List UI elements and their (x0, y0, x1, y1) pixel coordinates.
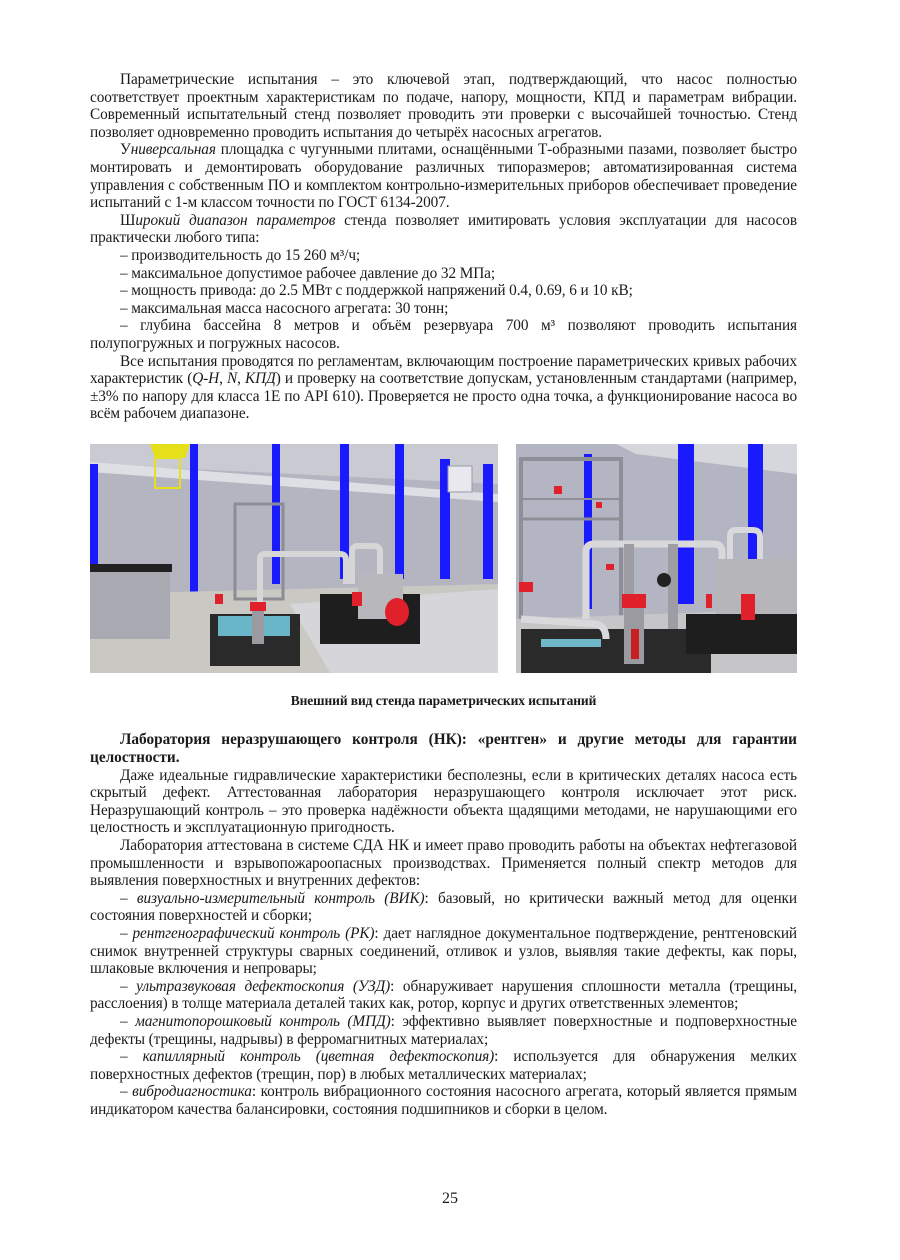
method-description: : используется для обнаружения мелких поверхностных дефектов (трещин, пор) в любых металлических материалах; (90, 1048, 797, 1083)
method-name: – ультразвуковая дефектоскопия (УЗД) (120, 977, 391, 995)
method-item (90, 890, 797, 925)
figure-caption: Внешний вид стенда параметрических испытаний (290, 692, 597, 708)
italic-term: Q-H (192, 370, 220, 388)
paragraph-intro: Параметрические испытания – это ключевой этап, подтверждающий, что насос полностью соответствует проектным характеристикам по подаче, напору, мощности, КПД и параметрам вибрации. Современный испытательный стенд позволяет проводить эти проверки с высочайшей точностью. Стенд позволяет одновременно проводить испытания до четырёх насосных агрегатов. (90, 71, 797, 141)
paragraph-text: стенда позволяет имитировать условия эксплуатации для насосов практически любого типа: (90, 211, 797, 247)
section-heading-ndt-lab: Лаборатория неразрушающего контроля (НК): «рентген» и другие методы для гарантии целостности. (90, 731, 797, 767)
photo-test-stand-wide (90, 444, 498, 673)
paragraph-text: площадка с чугунными плитами, оснащёнными Т-образными пазами, позволяет быстро монтировать и демонтировать оборудование различных типоразмеров; автоматизированная система управления с собственным ПО и комплектом контрольно-измерительных приборов обеспечивает проведение испытаний с 1-м классом точности по ГОСТ 6134-2007. (90, 141, 797, 212)
italic-term: КПД (245, 370, 276, 388)
paragraph-universal-platform (90, 141, 797, 211)
paragraph-parameter-range (90, 212, 797, 247)
method-description: : контроль вибрационного состояния насосного агрегата, который является прямым индикатором качества балансировки, состояния подшипников и сборки в целом. (90, 1083, 797, 1118)
method-item (90, 925, 797, 978)
method-description: : дает наглядное документальное подтверждение, рентгеновский снимок внутренней структуры сварных соединений, отливок и узлов, выявляя такие дефекты, как поры, шлаковые включения и непровары; (90, 925, 798, 978)
lead-letter: Ш (120, 211, 136, 229)
test-stand-render-wide (90, 444, 498, 673)
photo-test-stand-closeup (516, 444, 797, 673)
separator: , (237, 370, 246, 388)
italic-term: ниверсальная (130, 141, 216, 159)
method-description: : эффективно выявляет поверхностные и подповерхностные дефекты (трещины, надрывы) в ферромагнитных материалах; (90, 1012, 797, 1048)
method-name: – вибродиагностика (120, 1083, 252, 1101)
list-item: – мощность привода: до 2.5 МВт с поддержкой напряжений 0.4, 0.69, 6 и 10 кВ; (120, 282, 633, 300)
italic-term: N (227, 370, 238, 388)
test-stand-render-closeup (516, 444, 797, 673)
method-description: : обнаруживает нарушения сплошности металла (трещины, расслоения) в толще материала деталей таких как, ротор, корпус и других ответственных элементов; (90, 977, 797, 1013)
page-body (90, 71, 797, 1119)
paragraph-ndt-certification: Лаборатория аттестована в системе СДА НК и имеет право проводить работы на объектах нефтегазовой промышленности и взрывопожароопасных производствах. Применяется полный спектр методов для выявления поверхностных и внутренних дефектов: (90, 837, 797, 890)
italic-term: ирокий диапазон параметров (135, 211, 336, 229)
method-name: – визуально-измерительный контроль (ВИК) (120, 889, 425, 907)
list-item: – производительность до 15 260 м³/ч; (120, 246, 361, 264)
lead-letter: У (120, 141, 131, 159)
paragraph-test-regulations (90, 353, 797, 423)
method-item (90, 1048, 797, 1083)
paragraph-ndt-intro: Даже идеальные гидравлические характеристики бесполезны, если в критических деталях насоса есть скрытый дефект. Аттестованная лаборатория неразрушающего контроля исключает этот риск. Неразрушающий контроль – это проверка надёжности объекта щадящими методами, не нарушающими его целостность и эксплуатационную пригодность. (90, 766, 797, 837)
method-name: – рентгенографический контроль (РК) (120, 925, 375, 942)
method-description: : базовый, но критически важный метод для оценки состояния поверхностей и сборки; (90, 889, 797, 925)
list-item: – глубина бассейна 8 метров и объём резервуара 700 м³ позволяют проводить испытания полупогружных и погружных насосов. (90, 317, 797, 352)
separator: , (219, 370, 228, 388)
list-item: – максимальная масса насосного агрегата: 30 тонн; (120, 299, 449, 317)
method-item (90, 978, 797, 1013)
paragraph-text: ) и проверку на соответствие допускам, установленным стандартами (например, ±3% по напору для класса 1Е по API 610). Проверяется не просто одна точка, а функционирование насоса во всём рабочем диапазоне. (90, 370, 798, 423)
method-name: – магнитопорошковый контроль (МПД) (120, 1012, 391, 1030)
method-item (90, 1083, 797, 1118)
method-item (90, 1013, 797, 1048)
figure-test-stand (90, 444, 797, 674)
list-item: – максимальное допустимое рабочее давление до 32 МПа; (120, 264, 496, 282)
page-number: 25 (442, 1190, 458, 1207)
method-name: – капиллярный контроль (цветная дефектоскопия) (120, 1048, 495, 1066)
paragraph-text: Все испытания проводятся по регламентам, включающим построение параметрических кривых рабочих характеристик ( (90, 352, 797, 388)
